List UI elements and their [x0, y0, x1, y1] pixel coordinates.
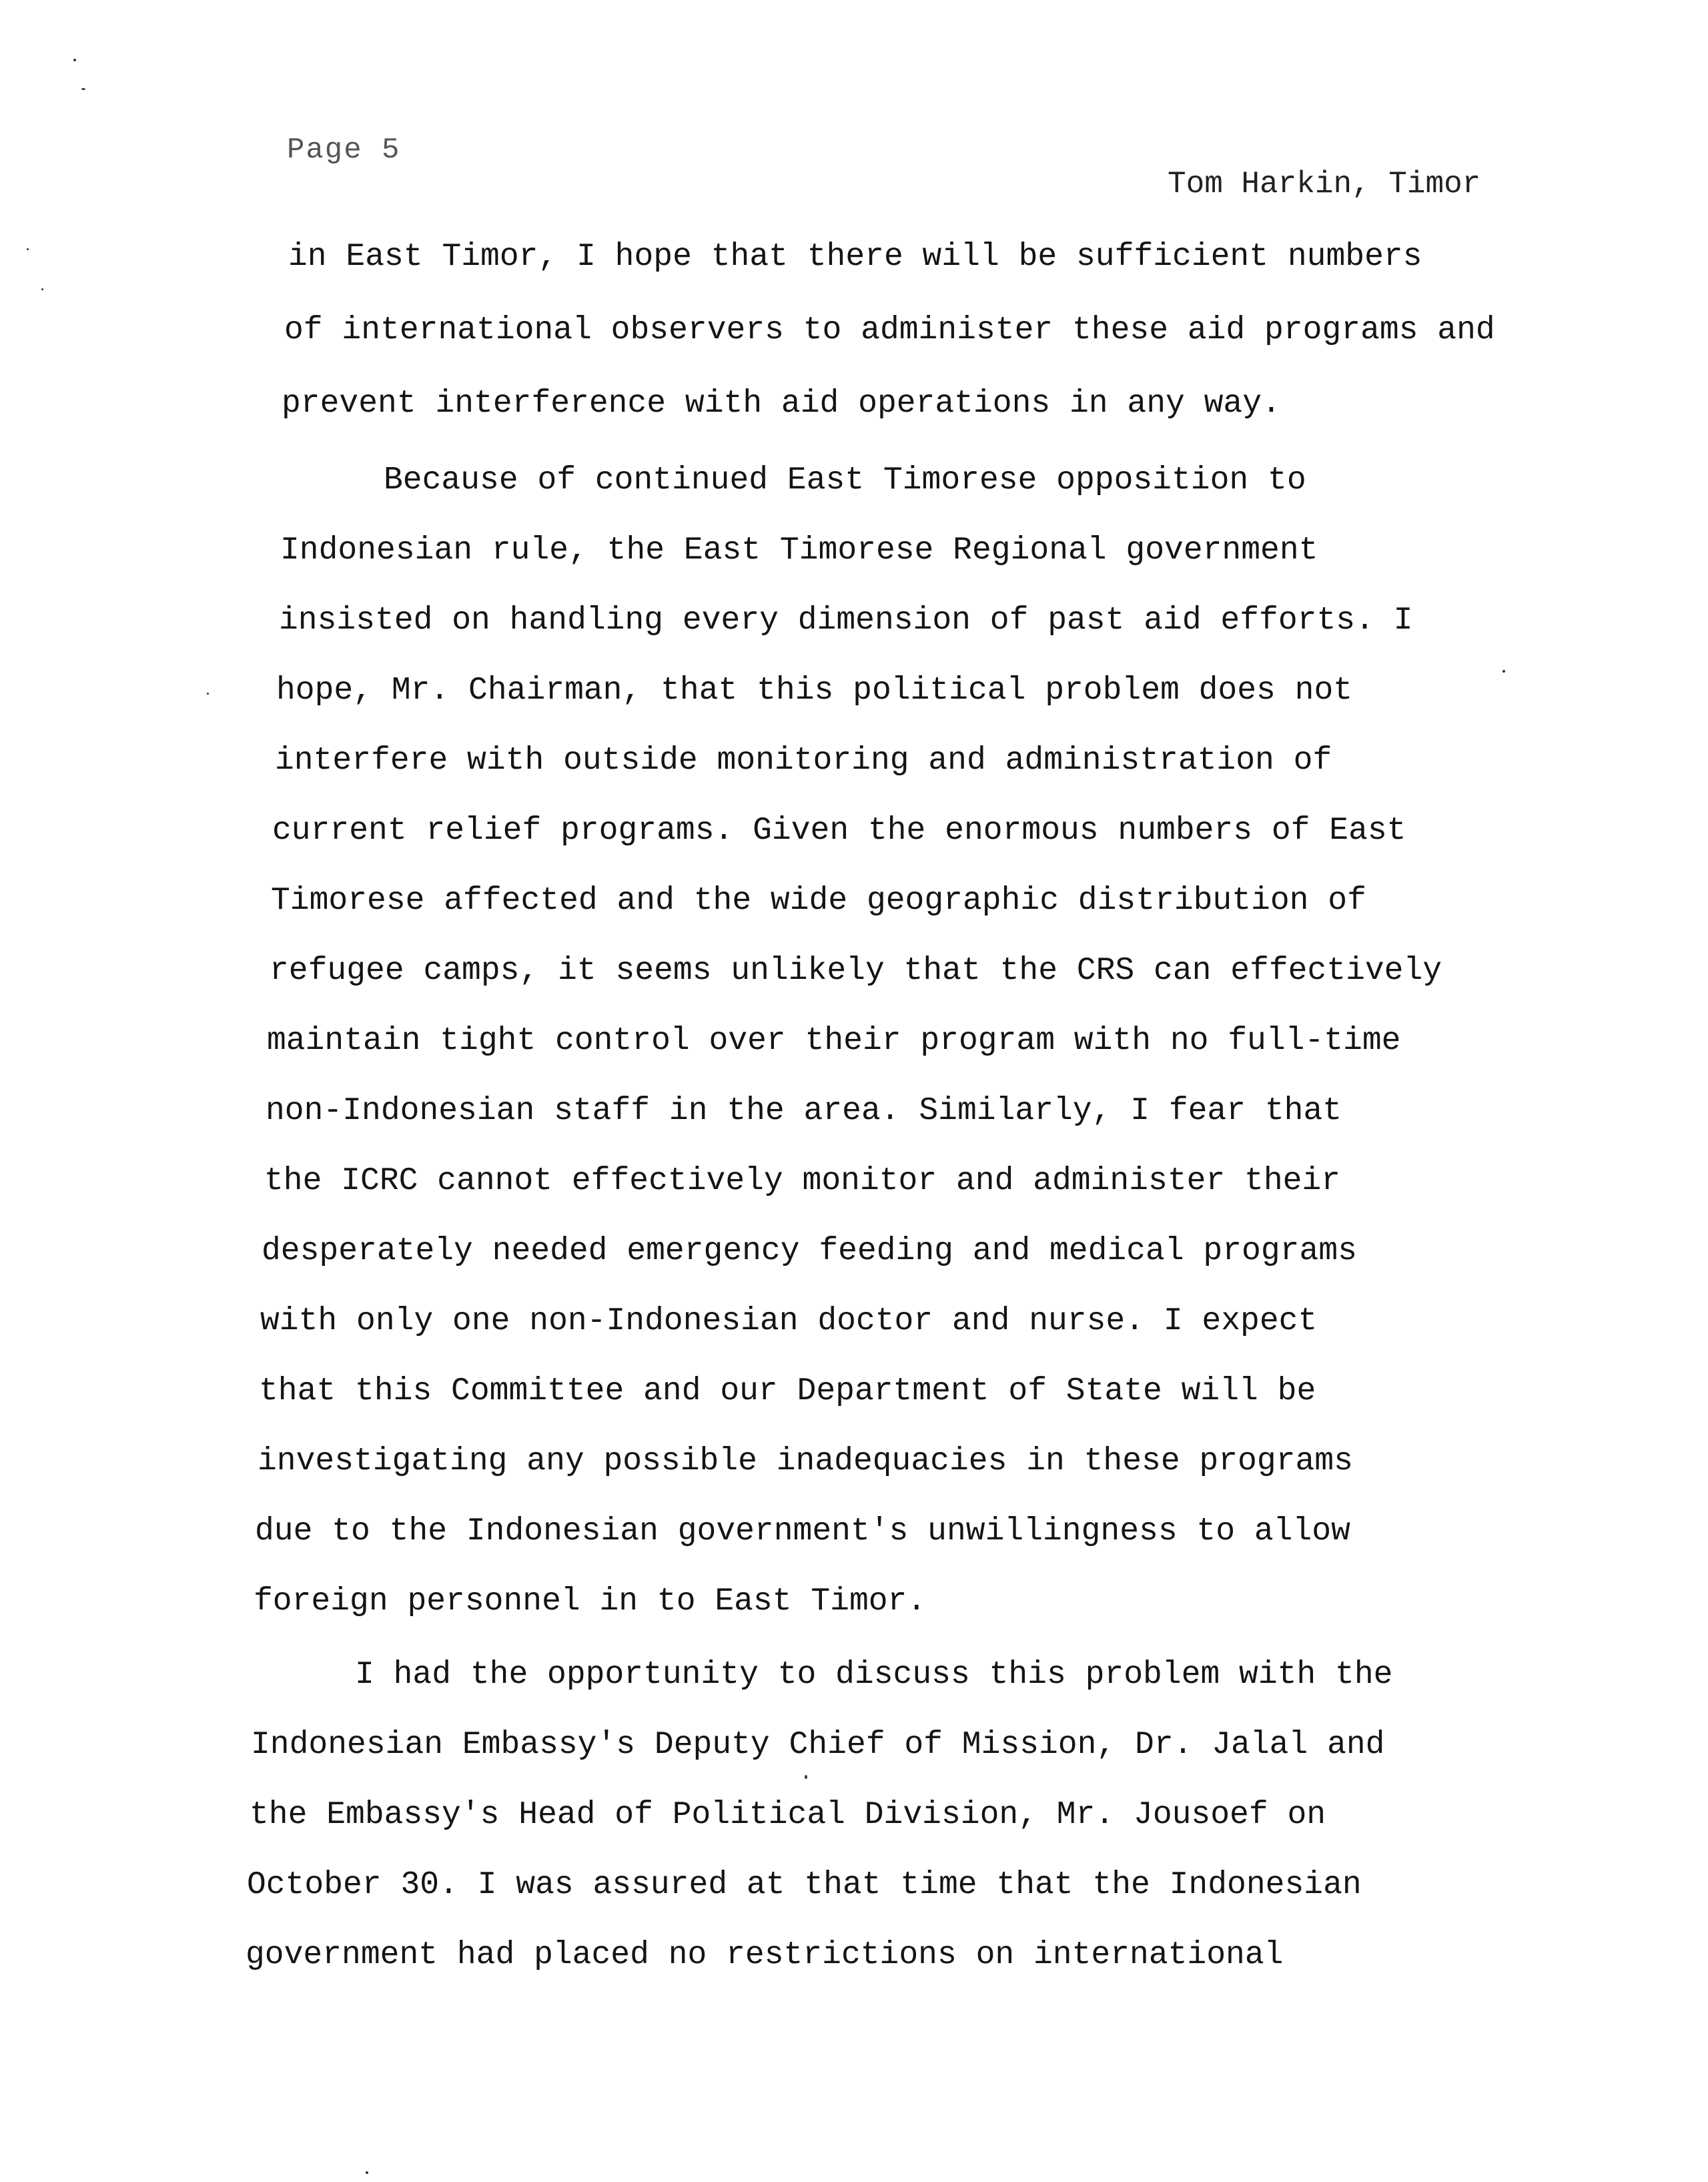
page-number: Page 5 — [287, 133, 401, 167]
body-line: government had placed no restrictions on international — [246, 1937, 1284, 1973]
scan-speck — [1503, 670, 1505, 673]
body-line: interfere with outside monitoring and administration of — [275, 743, 1332, 779]
scan-speck — [73, 59, 76, 61]
body-line: I had the opportunity to discuss this problem with the — [355, 1657, 1393, 1693]
scan-speck — [81, 88, 85, 90]
body-line: non-Indonesian staff in the area. Similarly, I fear that — [266, 1093, 1342, 1129]
scan-speck — [805, 1775, 807, 1779]
scan-speck — [27, 248, 29, 250]
body-line: maintain tight control over their program with no full-time — [267, 1023, 1401, 1059]
body-line: the Embassy's Head of Political Division, Mr. Jousoef on — [250, 1797, 1326, 1833]
body-line: current relief programs. Given the enormous numbers of East — [272, 813, 1406, 849]
body-line: the ICRC cannot effectively monitor and administer their — [264, 1163, 1341, 1199]
body-line: investigating any possible inadequacies in these programs — [258, 1443, 1353, 1479]
body-line: that this Committee and our Department of State will be — [259, 1373, 1316, 1409]
scan-speck — [41, 288, 43, 290]
body-line: with only one non-Indonesian doctor and nurse. I expect — [260, 1303, 1318, 1339]
body-line: insisted on handling every dimension of past aid efforts. I — [279, 603, 1413, 639]
body-line: prevent interference with aid operations in any way. — [282, 386, 1281, 422]
body-line: in East Timor, I hope that there will be sufficient numbers — [288, 239, 1422, 275]
scan-speck — [207, 693, 209, 695]
body-line: Because of continued East Timorese opposition to — [384, 462, 1306, 498]
body-line: Timorese affected and the wide geographic distribution of — [271, 883, 1366, 919]
scan-speck — [366, 2171, 368, 2174]
body-line: Indonesian rule, the East Timorese Regional government — [280, 532, 1318, 569]
body-line: refugee camps, it seems unlikely that the CRS can effectively — [270, 953, 1442, 989]
body-line: Indonesian Embassy's Deputy Chief of Mission, Dr. Jalal and — [251, 1727, 1385, 1763]
body-line: desperately needed emergency feeding and medical programs — [262, 1233, 1357, 1269]
body-line: due to the Indonesian government's unwillingness to allow — [255, 1513, 1350, 1549]
body-line: October 30. I was assured at that time that the Indonesian — [247, 1867, 1362, 1903]
running-header: Tom Harkin, Timor — [1168, 167, 1481, 202]
body-line: hope, Mr. Chairman, that this political problem does not — [276, 673, 1353, 709]
body-line: of international observers to administer these aid programs and — [284, 312, 1495, 348]
body-line: foreign personnel in to East Timor. — [254, 1583, 927, 1619]
